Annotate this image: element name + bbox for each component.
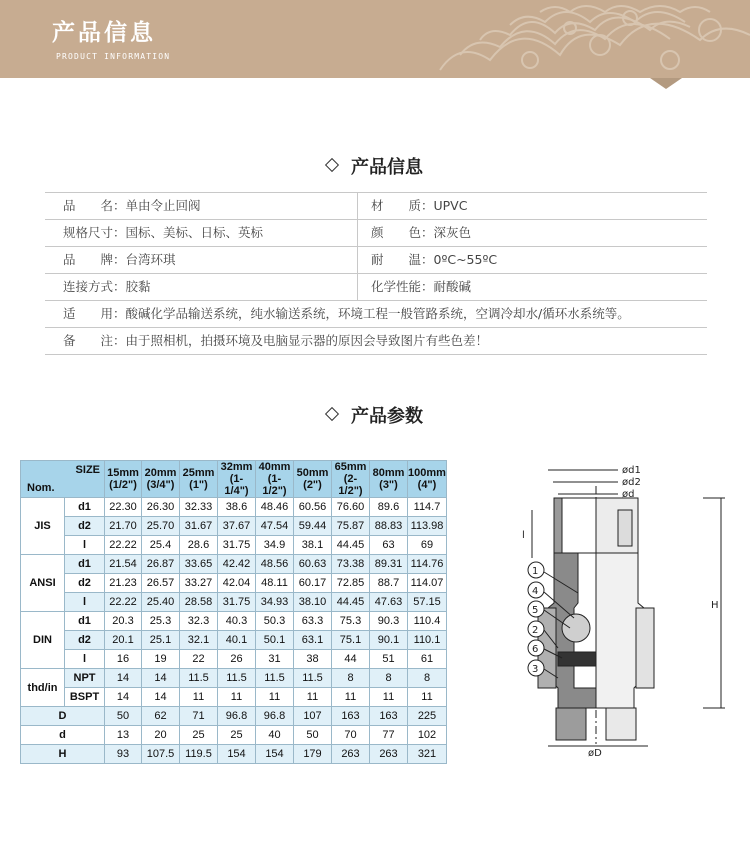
spec-value-cell: 40.1 [218,631,256,650]
info-cell-right: 颜 色：深灰色 [371,225,472,240]
spec-value-cell: 61 [408,650,447,669]
size-header-cell [294,461,332,498]
spec-row [21,669,447,688]
section-heading-params [0,402,750,428]
spec-row [21,555,447,574]
banner-title: 产品信息 [52,20,156,46]
row-label: BSPT [65,688,105,707]
row-label: d2 [65,631,105,650]
spec-value-cell: 11.5 [256,669,294,688]
spec-value-cell: 60.17 [294,574,332,593]
spec-row [21,517,447,536]
size-inch: (3/4") [146,479,175,491]
diamond-icon [325,407,339,421]
size-inch: (1-1/4") [224,473,249,497]
spec-value-cell: 263 [370,745,408,764]
spec-value-cell: 38.6 [218,498,256,517]
spec-value-cell: 48.56 [256,555,294,574]
spec-value-cell: 32.3 [180,612,218,631]
spec-value-cell: 19 [142,650,180,669]
spec-value-cell: 88.83 [370,517,408,536]
spec-value-cell: 60.56 [294,498,332,517]
spec-value-cell: 110.4 [408,612,447,631]
spec-value-cell: 26.87 [142,555,180,574]
info-cell-right: 耐 温：0ºC~55ºC [371,252,498,267]
spec-value-cell: 154 [256,745,294,764]
row-label: l [65,593,105,612]
size-header-cell [332,461,370,498]
cloud-pattern [420,0,750,78]
spec-value-cell: 38.10 [294,593,332,612]
banner-tail [650,78,682,90]
size-inch: (1") [189,479,208,491]
spec-value-cell: 48.46 [256,498,294,517]
spec-row [21,631,447,650]
spec-value-cell: 11 [408,688,447,707]
spec-value-cell: 25.70 [142,517,180,536]
size-inch: (3") [379,479,398,491]
size-header-cell [105,461,142,498]
spec-value-cell: 38 [294,650,332,669]
spec-value-cell: 40 [256,726,294,745]
spec-header-row [21,461,447,498]
size-mm: 25mm [182,467,215,479]
spec-value-cell: 96.8 [218,707,256,726]
spec-value-cell: 14 [105,669,142,688]
row-label: d1 [65,555,105,574]
size-mm: 40mm [258,461,291,473]
spec-value-cell: 11.5 [294,669,332,688]
spec-value-cell: 11.5 [180,669,218,688]
callout-label: 3 [532,664,539,675]
spec-value-cell: 47.54 [256,517,294,536]
row-label: d1 [65,498,105,517]
spec-value-cell: 44.45 [332,593,370,612]
dim-H-label: H [711,600,719,611]
info-row-full [45,328,707,355]
size-inch: (2") [303,479,322,491]
spec-value-cell: 107 [294,707,332,726]
spec-value-cell: 38.1 [294,536,332,555]
spec-row [21,707,447,726]
spec-value-cell: 70 [332,726,370,745]
spec-value-cell: 110.1 [408,631,447,650]
size-inch: (1/2") [109,479,137,491]
spec-value-cell: 163 [370,707,408,726]
spec-value-cell: 11 [256,688,294,707]
spec-value-cell: 48.11 [256,574,294,593]
spec-row [21,574,447,593]
info-cell-left: 连接方式：胶黏 [45,274,358,300]
spec-value-cell: 11 [332,688,370,707]
spec-value-cell: 44.45 [332,536,370,555]
info-table [45,192,707,355]
spec-value-cell: 8 [332,669,370,688]
spec-value-cell: 77 [370,726,408,745]
size-inch: (2-1/2") [338,473,363,497]
spec-value-cell: 31.75 [218,536,256,555]
spec-value-cell: 31 [256,650,294,669]
spec-row [21,612,447,631]
callout-label: 6 [532,644,539,655]
spec-value-cell: 22.30 [105,498,142,517]
spec-value-cell: 26.30 [142,498,180,517]
spec-value-cell: 8 [408,669,447,688]
spec-value-cell: 33.65 [180,555,218,574]
corner-nom-label: Nom. [27,482,55,494]
spec-value-cell: 96.8 [256,707,294,726]
header-banner [0,0,750,78]
spec-value-cell: 31.75 [218,593,256,612]
spec-value-cell: 28.6 [180,536,218,555]
spec-value-cell: 225 [408,707,447,726]
spec-value-cell: 75.87 [332,517,370,536]
spec-value-cell: 40.3 [218,612,256,631]
spec-value-cell: 50.3 [256,612,294,631]
spec-value-cell: 32.33 [180,498,218,517]
spec-value-cell: 21.23 [105,574,142,593]
spec-value-cell: 90.1 [370,631,408,650]
spec-value-cell: 107.5 [142,745,180,764]
spec-value-cell: 63.1 [294,631,332,650]
spec-value-cell: 114.76 [408,555,447,574]
spec-value-cell: 163 [332,707,370,726]
info-row-full [45,301,707,328]
spec-value-cell: 321 [408,745,447,764]
standard-group-label: JIS [21,498,65,555]
spec-value-cell: 72.85 [332,574,370,593]
valve-drawing [478,458,738,758]
spec-value-cell: 50.1 [256,631,294,650]
spec-value-cell: 20 [142,726,180,745]
spec-value-cell: 33.27 [180,574,218,593]
standard-group-label: thd/in [21,669,65,707]
spec-value-cell: 44 [332,650,370,669]
spec-value-cell: 11 [218,688,256,707]
dim-d1-label: ød1 [622,465,641,476]
spec-value-cell: 14 [142,688,180,707]
info-row [45,247,707,274]
callout-label: 2 [532,625,539,636]
row-label: NPT [65,669,105,688]
spec-value-cell: 75.1 [332,631,370,650]
spec-value-cell: 34.9 [256,536,294,555]
diamond-icon [325,158,339,172]
callout-label: 4 [532,586,539,597]
spec-value-cell: 42.04 [218,574,256,593]
spec-value-cell: 20.3 [105,612,142,631]
size-mm: 80mm [372,467,405,479]
spec-value-cell: 34.93 [256,593,294,612]
spec-value-cell: 114.07 [408,574,447,593]
spec-value-cell: 93 [105,745,142,764]
info-cell-note: 备 注：由于照相机，拍摄环境及电脑显示器的原因会导致图片有些色差！ [63,333,489,348]
size-header-cell [256,461,294,498]
spec-value-cell: 25.40 [142,593,180,612]
size-mm: 100mm [408,467,446,479]
spec-value-cell: 263 [332,745,370,764]
info-cell-left: 规格尺寸：国标、美标、日标、英标 [45,220,358,246]
spec-value-cell: 60.63 [294,555,332,574]
standard-group-label: ANSI [21,555,65,612]
spec-value-cell: 69 [408,536,447,555]
size-header-cell [142,461,180,498]
size-header-cell [408,461,447,498]
spec-value-cell: 47.63 [370,593,408,612]
spec-value-cell: 102 [408,726,447,745]
spec-value-cell: 11.5 [218,669,256,688]
row-label: d2 [65,517,105,536]
callout-label: 1 [532,566,539,577]
spec-value-cell: 62 [142,707,180,726]
spec-value-cell: 90.3 [370,612,408,631]
spec-value-cell: 11 [294,688,332,707]
size-mm: 20mm [144,467,177,479]
spec-row [21,650,447,669]
spec-value-cell: 88.7 [370,574,408,593]
spec-value-cell: 16 [105,650,142,669]
spec-value-cell: 8 [370,669,408,688]
spec-value-cell: 21.70 [105,517,142,536]
spec-value-cell: 25.1 [142,631,180,650]
banner-subtitle: PRODUCT INFORMATION [56,52,171,61]
spec-table [20,460,447,764]
dim-d-label: ød [622,489,635,500]
spec-value-cell: 89.31 [370,555,408,574]
spec-value-cell: 11 [180,688,218,707]
row-label: D [21,707,105,726]
spec-value-cell: 26 [218,650,256,669]
spec-value-cell: 37.67 [218,517,256,536]
row-label: l [65,650,105,669]
size-mm: 50mm [296,467,329,479]
size-mm: 32mm [220,461,253,473]
spec-value-cell: 114.7 [408,498,447,517]
spec-value-cell: 25.4 [142,536,180,555]
spec-value-cell: 50 [294,726,332,745]
spec-value-cell: 59.44 [294,517,332,536]
spec-value-cell: 22.22 [105,536,142,555]
spec-value-cell: 42.42 [218,555,256,574]
info-cell-application: 适 用：酸碱化学品输送系统，纯水输送系统，环境工程一般管路系统，空调冷却水/循环水系统等。 [63,306,630,321]
info-cell-right: 化学性能：耐酸碱 [371,279,472,294]
spec-row [21,745,447,764]
spec-value-cell: 31.67 [180,517,218,536]
dim-d2-label: ød2 [622,477,641,488]
spec-value-cell: 11 [370,688,408,707]
spec-value-cell: 14 [105,688,142,707]
spec-value-cell: 154 [218,745,256,764]
size-mm: 65mm [334,461,367,473]
info-cell-right: 材 质：UPVC [371,198,468,213]
spec-value-cell: 57.15 [408,593,447,612]
size-header-cell [370,461,408,498]
section-heading-params-text: 产品参数 [351,406,423,427]
spec-value-cell: 73.38 [332,555,370,574]
row-label: d1 [65,612,105,631]
spec-value-cell: 22.22 [105,593,142,612]
info-row [45,220,707,247]
spec-value-cell: 63.3 [294,612,332,631]
size-inch: (1-1/2") [262,473,287,497]
info-row [45,274,707,301]
spec-value-cell: 119.5 [180,745,218,764]
spec-value-cell: 75.3 [332,612,370,631]
spec-value-cell: 113.98 [408,517,447,536]
info-row [45,192,707,220]
section-heading-info-text: 产品信息 [351,157,423,178]
spec-value-cell: 50 [105,707,142,726]
spec-row [21,536,447,555]
spec-value-cell: 25 [218,726,256,745]
spec-value-cell: 13 [105,726,142,745]
spec-value-cell: 20.1 [105,631,142,650]
spec-value-cell: 71 [180,707,218,726]
spec-value-cell: 179 [294,745,332,764]
info-cell-left: 品 名：单由令止回阀 [45,193,358,219]
dim-l-label: l [522,530,525,541]
row-label: H [21,745,105,764]
spec-value-cell: 63 [370,536,408,555]
spec-value-cell: 26.57 [142,574,180,593]
spec-value-cell: 25.3 [142,612,180,631]
spec-value-cell: 89.6 [370,498,408,517]
standard-group-label: DIN [21,612,65,669]
row-label: d2 [65,574,105,593]
callout-label: 5 [532,605,539,616]
size-mm: 15mm [107,467,139,479]
dim-D-label: øD [588,748,602,758]
spec-row [21,726,447,745]
spec-row [21,498,447,517]
row-label: l [65,536,105,555]
size-header-cell [180,461,218,498]
spec-row [21,593,447,612]
size-inch: (4") [417,479,437,491]
spec-value-cell: 21.54 [105,555,142,574]
corner-size-label: SIZE [75,464,100,476]
size-header-cell [218,461,256,498]
spec-value-cell: 32.1 [180,631,218,650]
spec-value-cell: 76.60 [332,498,370,517]
spec-value-cell: 28.58 [180,593,218,612]
section-heading-info [0,153,750,179]
spec-corner-cell [21,461,105,498]
spec-value-cell: 51 [370,650,408,669]
spec-value-cell: 22 [180,650,218,669]
spec-row [21,688,447,707]
spec-value-cell: 14 [142,669,180,688]
row-label: d [21,726,105,745]
info-cell-left: 品 牌：台湾环琪 [45,247,358,273]
spec-value-cell: 25 [180,726,218,745]
